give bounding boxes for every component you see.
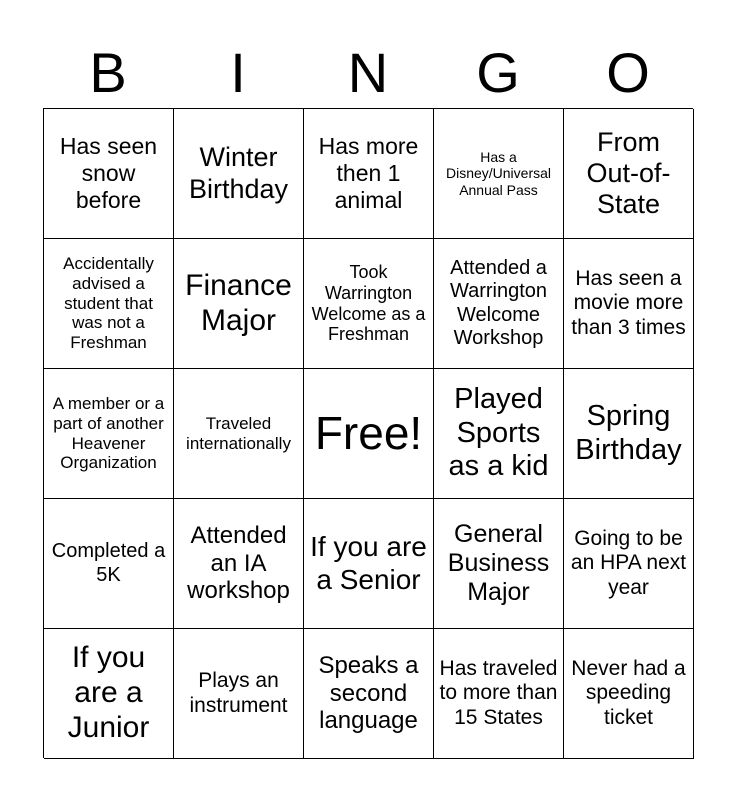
cell-text: General Business Major — [447, 520, 550, 606]
bingo-cell[interactable] — [174, 239, 304, 369]
cell-text: Traveled internationally — [186, 413, 291, 453]
bingo-grid — [43, 108, 693, 758]
cell-text: Plays an instrument — [189, 669, 288, 717]
cell-text: A member or a part of another Heavener Organization — [52, 394, 165, 473]
cell-text: If you are a Junior — [67, 641, 150, 744]
header-letter-o: O — [606, 41, 650, 104]
cell-text: Completed a 5K — [51, 540, 166, 586]
bingo-cell[interactable] — [174, 629, 304, 759]
bingo-cell[interactable] — [434, 369, 564, 499]
cell-text: Took Warrington Welcome as a Freshman — [311, 261, 426, 345]
bingo-cell[interactable] — [304, 109, 434, 239]
bingo-cell-free[interactable] — [304, 369, 434, 499]
bingo-header — [43, 38, 693, 108]
cell-text: Has seen snow before — [59, 133, 158, 213]
bingo-cell[interactable] — [174, 109, 304, 239]
bingo-cell[interactable] — [44, 109, 174, 239]
bingo-cell[interactable] — [44, 499, 174, 629]
cell-text: Winter Birthday — [188, 142, 289, 204]
bingo-cell[interactable] — [304, 629, 434, 759]
cell-text: Has traveled to more than 15 States — [439, 656, 558, 729]
cell-text: Has seen a movie more than 3 times — [571, 266, 686, 339]
cell-text: Played Sports as a kid — [448, 383, 549, 483]
bingo-cell[interactable] — [564, 239, 694, 369]
bingo-cell[interactable] — [44, 239, 174, 369]
bingo-cell[interactable] — [564, 109, 694, 239]
bingo-cell[interactable] — [304, 499, 434, 629]
cell-text: Accidentally advised a student that was not a Freshman — [63, 254, 154, 353]
cell-text: Speaks a second language — [318, 651, 419, 735]
bingo-cell[interactable] — [44, 629, 174, 759]
bingo-cell[interactable] — [434, 499, 564, 629]
bingo-cell[interactable] — [564, 369, 694, 499]
cell-text: Finance Major — [185, 268, 292, 337]
bingo-cell[interactable] — [174, 369, 304, 499]
bingo-cell[interactable] — [174, 499, 304, 629]
cell-text: Attended an IA workshop — [187, 521, 290, 605]
bingo-cell[interactable] — [304, 239, 434, 369]
cell-text: Free! — [314, 406, 423, 459]
bingo-cell[interactable] — [564, 499, 694, 629]
header-letter-b: B — [89, 41, 127, 104]
cell-text: Has a Disney/Universal Annual Pass — [445, 149, 552, 198]
cell-text: Attended a Warrington Welcome Workshop — [449, 257, 548, 349]
header-letter-n: N — [347, 41, 389, 104]
bingo-cell[interactable] — [434, 109, 564, 239]
cell-text: Going to be an HPA next year — [570, 526, 687, 599]
cell-text: Has more then 1 animal — [318, 133, 419, 213]
header-letter-i: I — [230, 41, 246, 104]
bingo-cell[interactable] — [44, 369, 174, 499]
header-letter-g: G — [476, 41, 520, 104]
bingo-cell[interactable] — [564, 629, 694, 759]
bingo-cell[interactable] — [434, 629, 564, 759]
cell-text: From Out-of-State — [586, 126, 671, 220]
cell-text: Spring Birthday — [575, 399, 682, 466]
cell-text: Never had a speeding ticket — [571, 656, 686, 729]
cell-text: If you are a Senior — [310, 531, 427, 595]
bingo-cell[interactable] — [434, 239, 564, 369]
